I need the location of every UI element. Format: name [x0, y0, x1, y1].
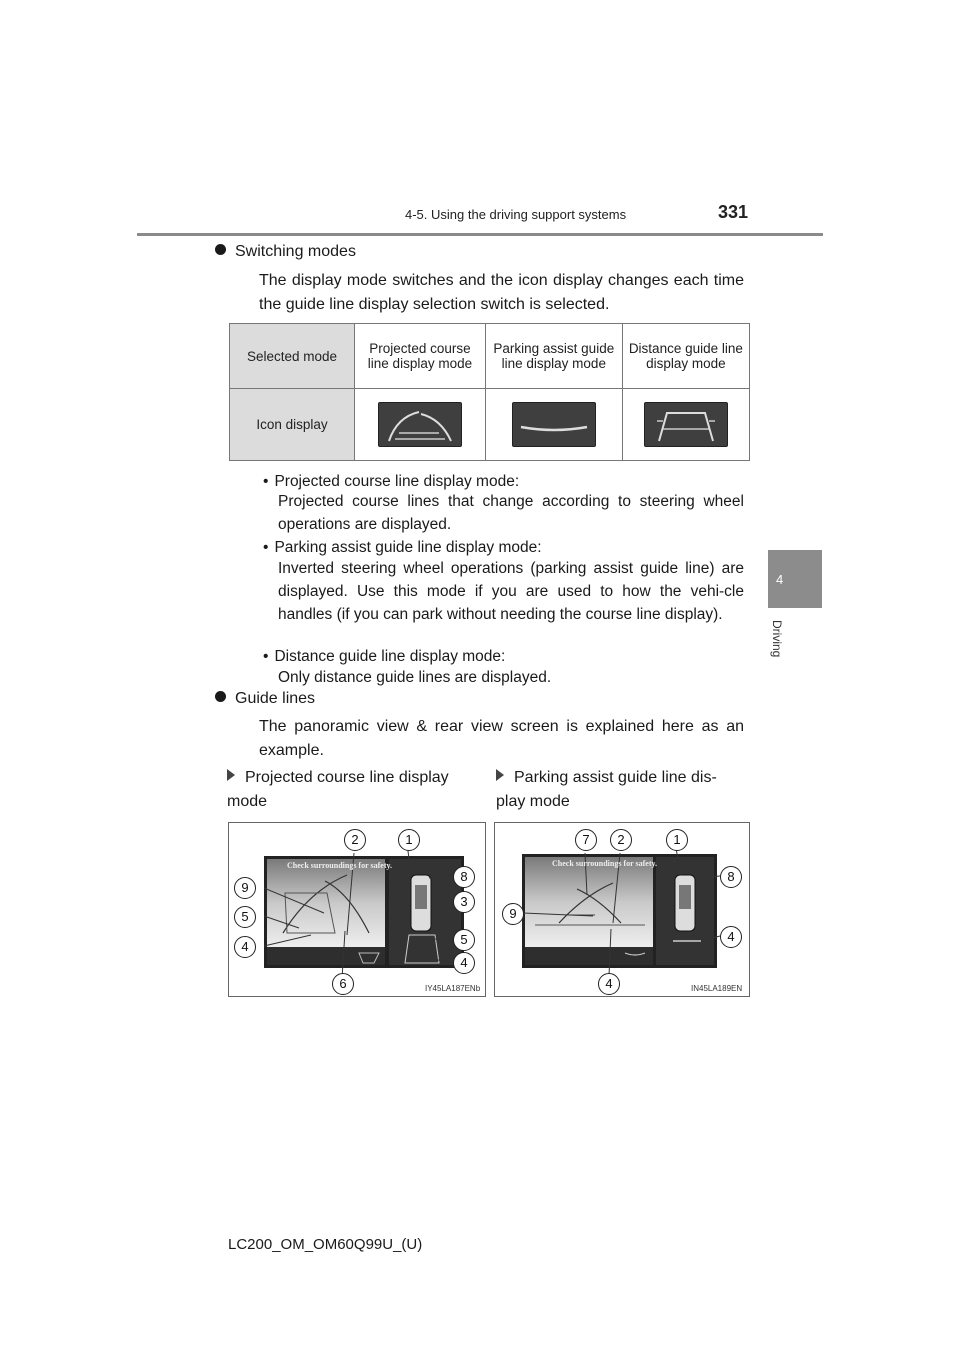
projected-course-icon [378, 402, 462, 447]
switching-heading: Switching modes [215, 243, 356, 261]
chapter-label: Driving [770, 620, 784, 658]
mode-item-title: • Projected course line display mode: [263, 470, 519, 493]
table-cell-mode: Projected course line display mode [355, 324, 486, 389]
section-title: 4-5. Using the driving support systems [405, 207, 627, 222]
figure-parking-assist [494, 822, 750, 997]
parking-assist-icon [512, 402, 596, 447]
table-cell-mode: Distance guide line display mode [622, 324, 749, 389]
table-cell-icon [622, 389, 749, 461]
page-number: 331 [718, 202, 749, 222]
screen-banner: Check surroundings for safety. [287, 861, 393, 870]
figure-caption-right: Parking assist guide line dis-play mode [496, 769, 717, 810]
mode-item-desc: Projected course lines that change according to steering wheel operations are displayed. [278, 493, 744, 533]
footer-doc-id: LC200_OM_OM60Q99U_(U) [228, 1236, 423, 1253]
mode-item-desc: Inverted steering wheel operations (parking assist guide line) are displayed. Use this mode if you are used to how the vehi-cle handles (if you can park without needing the course line display). [278, 560, 744, 623]
callout-marker: 1 [666, 829, 688, 851]
bullet-icon [215, 691, 226, 702]
callout-marker: 1 [398, 829, 420, 851]
triangle-icon [227, 769, 235, 781]
callout-marker: 4 [453, 952, 475, 974]
guide-lines-text: The panoramic view & rear view screen is explained here as an example. [259, 718, 744, 759]
figure-code: IN45LA189EN [691, 984, 743, 993]
table-cell-icon [355, 389, 486, 461]
triangle-icon [496, 769, 504, 781]
screen-banner: Check surroundings for safety. [552, 859, 658, 868]
switching-text: The display mode switches and the icon display changes each time the guide line display selection switch is selected. [259, 272, 744, 313]
table-cell-icon [485, 389, 622, 461]
callout-marker: 7 [575, 829, 597, 851]
callout-marker: 4 [720, 926, 742, 948]
table-header-icon-display: Icon display [230, 389, 355, 461]
callout-marker: 8 [453, 866, 475, 888]
chapter-number: 4 [776, 572, 784, 587]
callout-marker: 4 [234, 936, 256, 958]
mode-item-title: • Distance guide line display mode: [263, 645, 505, 668]
header-rule [137, 233, 823, 236]
callout-marker: 4 [598, 973, 620, 995]
figure-code: IY45LA187ENb [425, 984, 481, 993]
callout-marker: 8 [720, 866, 742, 888]
mode-item-title: • Parking assist guide line display mode: [263, 536, 542, 559]
guide-lines-heading: Guide lines [215, 690, 315, 708]
figure-caption-left: Projected course line display mode [227, 769, 449, 810]
callout-marker: 2 [610, 829, 632, 851]
bullet-icon [215, 244, 226, 255]
callout-marker: 9 [234, 877, 256, 899]
table-cell-mode: Parking assist guide line display mode [485, 324, 622, 389]
table-header-selected-mode: Selected mode [230, 324, 355, 389]
distance-guide-icon [644, 402, 728, 447]
callout-marker: 3 [453, 891, 475, 913]
mode-item-desc: Only distance guide lines are displayed. [278, 669, 552, 686]
callout-marker: 2 [344, 829, 366, 851]
figure-projected-course [228, 822, 486, 997]
callout-marker: 5 [234, 906, 256, 928]
callout-marker: 6 [332, 973, 354, 995]
mode-table [229, 323, 750, 461]
callout-marker: 9 [502, 903, 524, 925]
callout-marker: 5 [453, 929, 475, 951]
